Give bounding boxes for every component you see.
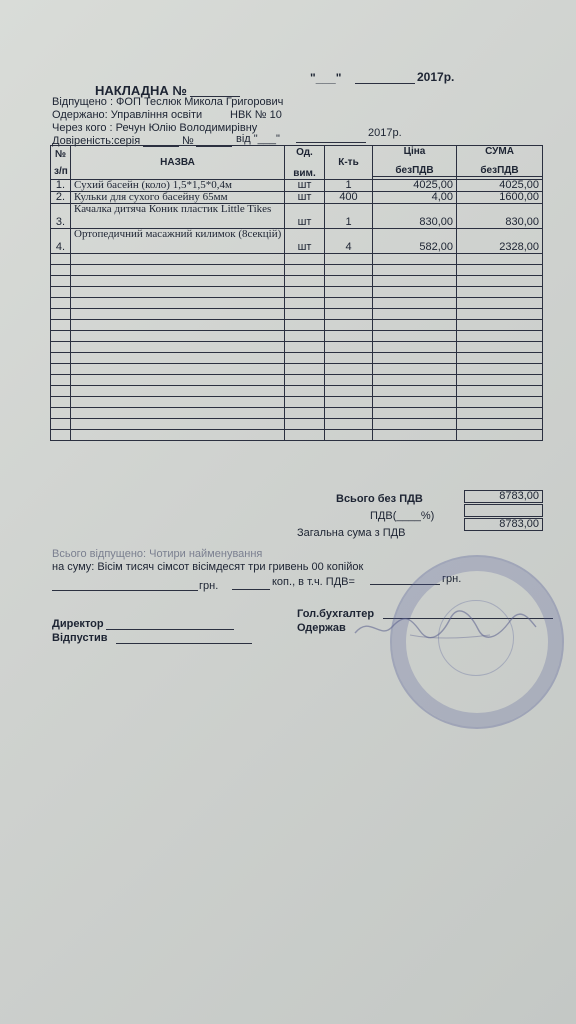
empty-table-row [51,276,543,287]
cell-qty: 1 [325,204,373,229]
empty-table-row [51,364,543,375]
col-name-header: НАЗВА [71,146,285,180]
cell-price: 830,00 [373,204,457,229]
empty-table-row [51,386,543,397]
cell-name: Качалка дитяча Коник пластик Little Tikes [71,204,285,229]
cell-qty: 1 [325,180,373,192]
table-row [51,229,543,254]
vat-label: ПДВ(____%) [370,510,435,522]
poa-from: від "___" [236,133,280,145]
table-row [51,180,543,192]
poa-year: 2017р. [368,127,402,139]
cell-unit: шт [285,204,325,229]
col-qty-header: К-ть [325,146,373,180]
cell-no: 2. [51,192,71,204]
total-with-vat-value: 8783,00 [464,518,543,531]
poa-date-line [296,142,366,143]
cell-name: Сухий басейн (коло) 1,5*1,5*0,4м [71,180,285,192]
cell-price: 4025,00 [373,180,457,192]
cell-price: 4,00 [373,192,457,204]
count-line: Всього відпущено: Чотири найменування [52,548,263,560]
handwritten-signature-icon [350,605,540,645]
empty-table-row [51,298,543,309]
received-label: Одержав [297,622,346,634]
date-month-line [355,83,415,84]
receiver-field: Одержано: Управління освіти [52,109,203,121]
total-with-vat-label: Загальна сума з ПДВ [297,527,406,539]
empty-table-row [51,408,543,419]
empty-table-row [51,309,543,320]
table-header-row [51,146,543,177]
cell-price: 582,00 [373,229,457,254]
empty-table-row [51,353,543,364]
uah-end-label: грн. [442,573,462,585]
cell-unit: шт [285,229,325,254]
released-label: Відпустив [52,632,108,644]
cell-name: Ортопедичний масажний килимок (8секцій) [71,229,285,254]
cell-unit: шт [285,192,325,204]
sum-words-line: на суму: Вісім тисяч сімсот вісімдесят три гривень 00 копійок [52,561,364,573]
col-unit-header: Од. вим. [285,146,325,180]
cell-sum: 1600,00 [457,192,543,204]
kop-blank-line [232,589,270,590]
empty-table-row [51,265,543,276]
table-row [51,192,543,204]
date-day: "___" [310,71,342,85]
cell-unit: шт [285,180,325,192]
empty-table-row [51,375,543,386]
director-label: Директор [52,618,104,630]
director-signature-line [106,629,234,630]
empty-table-row [51,287,543,298]
cell-qty: 4 [325,229,373,254]
cell-sum: 4025,00 [457,180,543,192]
cell-sum: 830,00 [457,204,543,229]
empty-table-row [51,320,543,331]
released-signature-line [116,643,252,644]
cell-no: 3. [51,204,71,229]
via-field: Через кого : Речун Юлію Володимирівну [52,122,258,134]
cell-qty: 400 [325,192,373,204]
date-year: 2017р. [417,70,455,84]
cell-no: 1. [51,180,71,192]
total-without-vat-label: Всього без ПДВ [336,493,423,505]
empty-table-row [51,254,543,265]
col-sum-header: СУМА безПДВ [457,146,543,177]
empty-table-row [51,430,543,441]
empty-table-row [51,331,543,342]
receiver-org: НВК № 10 [230,109,282,121]
cell-name: Кульки для сухого басейну 65мм [71,192,285,204]
empty-table-row [51,342,543,353]
sender-field: Відпущено : ФОП Теслюк Микола Григорович [52,96,284,108]
cell-no: 4. [51,229,71,254]
poa-series: Довіреність:серія [52,135,141,147]
poa-number: № [182,135,194,147]
invoice-title: НАКЛАДНА № [95,83,187,98]
col-no-header: № з/п [51,146,71,180]
cell-sum: 2328,00 [457,229,543,254]
total-without-vat-value: 8783,00 [464,490,543,503]
empty-table-row [51,397,543,408]
uah-blank-line [52,590,198,591]
kop-vat-label: коп., в т.ч. ПДВ= [272,576,355,588]
vat-value [464,504,543,517]
items-table [50,145,543,441]
col-price-header: Ціна безПДВ [373,146,457,177]
empty-table-row [51,419,543,430]
table-row [51,204,543,229]
uah-label: грн. [199,580,219,592]
chief-accountant-label: Гол.бухгалтер [297,608,375,620]
